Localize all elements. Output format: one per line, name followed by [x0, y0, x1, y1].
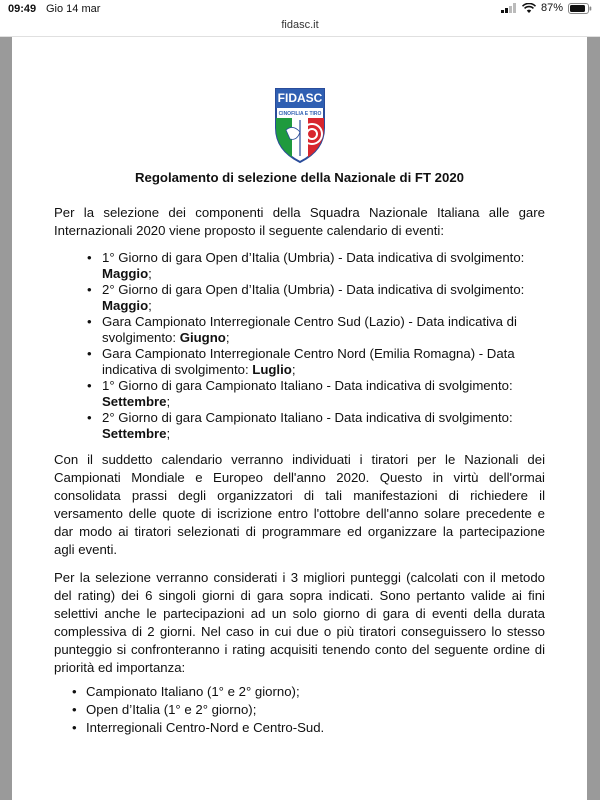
status-time: 09:49	[8, 3, 37, 15]
event-month: Luglio	[252, 362, 292, 377]
status-bar	[0, 0, 600, 37]
paragraph-calendar: Con il suddetto calendario verranno individuati i tiratori per le Nazionali dei Campionati Mondiale e Europeo dell'anno 2020. Questo in virtù dell'ormai consolidata prassi degli organizzatori di tali manifestazioni di richiedere il versamento delle quote di iscrizione entro l'ottobre dell'anno solare precedente e dar modo ai tiratori selezionati di programmare ed organizzare la partecipazione agli eventi.	[54, 452, 545, 557]
event-item: • 2° Giorno di gara Campionato Italiano - Data indicativa di svolgimento: Settembre;	[87, 410, 513, 441]
event-item: • Gara Campionato Interregionale Centro Sud (Lazio) - Data indicativa di svolgimento: Giugno;	[87, 314, 517, 345]
priority-item: • Campionato Italiano (1° e 2° giorno);	[72, 684, 300, 699]
event-text: Gara Campionato Interregionale Centro Sud (Lazio) - Data indicativa di svolgimento:	[102, 314, 517, 345]
event-month: Settembre	[102, 426, 167, 441]
priority-item: • Interregionali Centro-Nord e Centro-Sud.	[72, 720, 325, 735]
event-item: • 1° Giorno di gara Open d’Italia (Umbria) - Data indicativa di svolgimento: Maggio;	[87, 250, 525, 281]
document-title: Regolamento di selezione della Nazionale di FT 2020	[134, 170, 465, 185]
event-list	[54, 250, 545, 442]
event-month: Giugno	[179, 330, 226, 345]
intro-paragraph: Per la selezione dei componenti della Squadra Nazionale Italiana alle gare Internazionali 2020 viene proposto il seguente calendario di eventi:	[54, 205, 545, 238]
event-item: • 2° Giorno di gara Open d’Italia (Umbria) - Data indicativa di svolgimento: Maggio;	[87, 282, 525, 313]
event-text: 2° Giorno di gara Open d’Italia (Umbria) - Data indicativa di svolgimento:	[102, 282, 525, 297]
event-text: 1° Giorno di gara Campionato Italiano - Data indicativa di svolgimento:	[102, 378, 513, 393]
logo-subtitle-text: CINOFILIA E TIRO	[278, 111, 322, 117]
event-month: Maggio	[102, 298, 149, 313]
paragraph-selection: Per la selezione verranno considerati i 3 migliori punteggi (calcolati con il metodo del rating) dei 6 singoli giorni di gara sopra indicati. Sono pertanto valide ai fini selettivi anche le partecipazioni ad un solo giorno di gara di eventi della durata complessiva di 2 giorni. Nel caso in cui due o più tiratori conseguissero lo stesso punteggio si confronteranno i rating acquisiti tenendo conto del seguente ordine di priorità ed importanza:	[54, 570, 545, 675]
event-text: Gara Campionato Interregionale Centro Nord (Emilia Romagna) - Data indicativa di svolgimento:	[102, 346, 515, 377]
event-month: Settembre	[102, 394, 167, 409]
event-month: Maggio	[102, 266, 149, 281]
signal-icon	[501, 3, 517, 13]
battery-icon	[568, 3, 592, 14]
priority-item: • Open d’Italia (1° e 2° giorno);	[72, 702, 257, 717]
logo-brand-text: FIDASC	[277, 91, 323, 105]
address-bar[interactable]: fidasc.it	[281, 19, 319, 31]
battery-percent: 87%	[540, 2, 563, 14]
event-item: • Gara Campionato Interregionale Centro Nord (Emilia Romagna) - Data indicativa di svolgimento: Luglio;	[87, 346, 515, 377]
event-text: 1° Giorno di gara Open d’Italia (Umbria) - Data indicativa di svolgimento:	[102, 250, 525, 265]
status-date: Gio 14 mar	[46, 3, 101, 15]
priority-list	[54, 683, 545, 737]
fidasc-logo	[273, 86, 327, 169]
document-page	[12, 37, 587, 800]
event-text: 2° Giorno di gara Campionato Italiano - Data indicativa di svolgimento:	[102, 410, 513, 425]
wifi-icon	[522, 3, 536, 14]
status-indicators	[501, 2, 592, 14]
event-item: • 1° Giorno di gara Campionato Italiano - Data indicativa di svolgimento: Settembre;	[87, 378, 513, 409]
